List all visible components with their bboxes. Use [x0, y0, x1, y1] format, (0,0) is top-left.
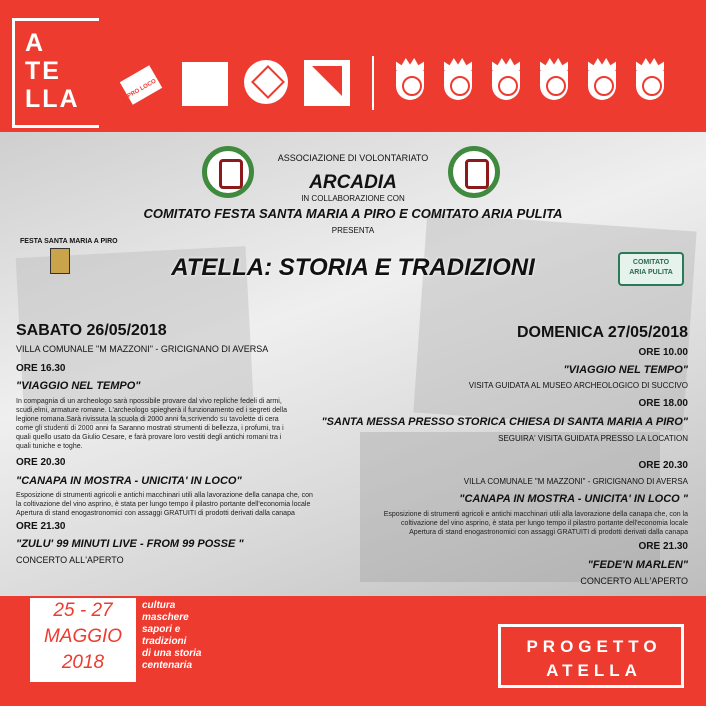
logo-line-3: LLA — [25, 85, 80, 113]
tagline-2: maschere — [142, 612, 189, 623]
sunday-time-4: ORE 21.30 — [638, 541, 688, 552]
tagline-5: di una storia — [142, 648, 202, 659]
date-range: 25 - 27 — [53, 600, 113, 621]
collaboration-label: IN COLLABORAZIONE CON — [301, 194, 405, 203]
header-divider — [372, 56, 374, 110]
date-box — [30, 598, 136, 682]
brand-line-1: PROGETTO — [526, 637, 662, 656]
municipality-crest-icon — [438, 56, 478, 108]
sunday-note-2: SEGUIRA' VISITA GUIDATA PRESSO LA LOCATION — [498, 434, 688, 443]
sponsor-logo-blank — [182, 62, 228, 106]
saturday-event-2: "CANAPA IN MOSTRA - UNICITA' IN LOCO" — [16, 475, 242, 487]
saturday-time-2: ORE 20.30 — [16, 457, 66, 468]
date-year: 2018 — [61, 652, 105, 673]
sunday-venue-3: VILLA COMUNALE "M MAZZONI" - GRICIGNANO DI AVERSA — [463, 477, 688, 486]
progetto-atella-logo — [498, 624, 684, 688]
saturday-time-1: ORE 16.30 — [16, 363, 66, 374]
event-title: ATELLA: STORIA E TRADIZIONI — [171, 254, 535, 281]
sunday-desc-3: Esposizione di strumenti agricoli e antichi macchinari utili alla lavorazione della canapa che, con la coltivazione del vino asprino, è stata per lungo tempo il pilastro portante dell'economia locale Apertura di stand enogastronomici con assaggi GRATUITI di prodotti derivati dalla canapa — [383, 511, 688, 536]
municipality-crest-icon — [582, 56, 622, 108]
sunday-event-1: "VIAGGIO NEL TEMPO" — [563, 364, 688, 376]
tagline-4: tradizioni — [142, 636, 187, 647]
municipality-crest-icon — [534, 56, 574, 108]
saturday-event-3: "ZULU' 99 MINUTI LIVE - FROM 99 POSSE " — [16, 538, 244, 550]
logo-line-1: A — [25, 29, 46, 57]
saturday-desc-2: Esposizione di strumenti agricoli e antichi macchinari utili alla lavorazione della canapa che, con la coltivazione del vino asprino, è stata per lungo tempo il pilastro portante dell'economia locale Apertura di stand enogastronomici con assaggi GRATUITI di prodotti derivati dalla canapa — [16, 492, 313, 517]
top-banner — [0, 0, 706, 132]
saturday-venue: VILLA COMUNALE "M MAZZONI" - GRICIGNANO DI AVERSA — [16, 344, 269, 354]
sunday-time-2: ORE 18.00 — [638, 398, 688, 409]
saturday-date: SABATO 26/05/2018 — [16, 322, 167, 339]
sunday-time-3: ORE 20.30 — [638, 460, 688, 471]
presents-label: PRESENTA — [331, 226, 375, 235]
pro-loco-label: PRO LOCO — [126, 78, 158, 100]
festa-badge-label: FESTA SANTA MARIA A PIRO — [20, 238, 118, 245]
tagline-1: cultura — [142, 600, 176, 611]
date-month: MAGGIO — [43, 626, 123, 647]
sunday-note-1: VISITA GUIDATA AL MUSEO ARCHEOLOGICO DI SUCCIVO — [468, 381, 688, 390]
brand-line-2: ATELLA — [546, 661, 642, 680]
association-label: ASSOCIAZIONE DI VOLONTARIATO — [277, 153, 429, 163]
aria-badge-line-2: ARIA PULITA — [629, 269, 673, 276]
aria-badge-line-1: COMITATO — [632, 259, 670, 266]
campania-region-logo — [304, 60, 350, 106]
logo-line-2: TE — [25, 57, 61, 85]
pro-loco-logo — [124, 64, 170, 104]
municipality-crest-icon — [486, 56, 526, 108]
saturday-time-3: ORE 21.30 — [16, 521, 66, 532]
saturday-desc-1: In compagnia di un archeologo sarà npossibile provare dal vivo repliche fedeli di armi, scudi,elmi, armature romane. L'archeologo spiegherà il funzionamento ed i segreti della legione romana.Sarà rivissuta la scuola di 2000 anni fa,scrivendo su tavolette di cera come gli studenti di 2000 anni fa Saranno mostrati strumenti di bellezza, i profumi, tra i quali quello usato da Giulio Cesare, e farà provare loro vestiti degli antichi romani tra i quali tuniche e toghe. — [16, 398, 287, 450]
sunday-event-2: "SANTA MESSA PRESSO STORICA CHIESA DI SANTA MARIA A PIRO" — [321, 416, 688, 428]
sunday-time-1: ORE 10.00 — [638, 347, 688, 358]
sunday-event-3: "CANAPA IN MOSTRA - UNICITA' IN LOCO " — [459, 493, 688, 505]
municipality-crest-icon — [630, 56, 670, 108]
atella-logo — [12, 18, 99, 128]
committees-label: COMITATO FESTA SANTA MARIA A PIRO E COMITATO ARIA PULITA — [143, 206, 563, 221]
saturday-note-3: CONCERTO ALL'APERTO — [16, 555, 124, 565]
tagline-3: sapori e — [142, 624, 181, 635]
sunday-note-4: CONCERTO ALL'APERTO — [580, 576, 688, 586]
sunday-event-4: "FEDE'N MARLEN" — [587, 559, 688, 571]
tagline-6: centenaria — [142, 660, 193, 671]
municipality-crest-icon — [390, 56, 430, 108]
association-name: ARCADIA — [309, 172, 397, 193]
saturday-event-1: "VIAGGIO NEL TEMPO" — [16, 380, 141, 392]
sunday-date: DOMENICA 27/05/2018 — [516, 324, 688, 341]
republic-emblem-icon — [244, 60, 288, 104]
